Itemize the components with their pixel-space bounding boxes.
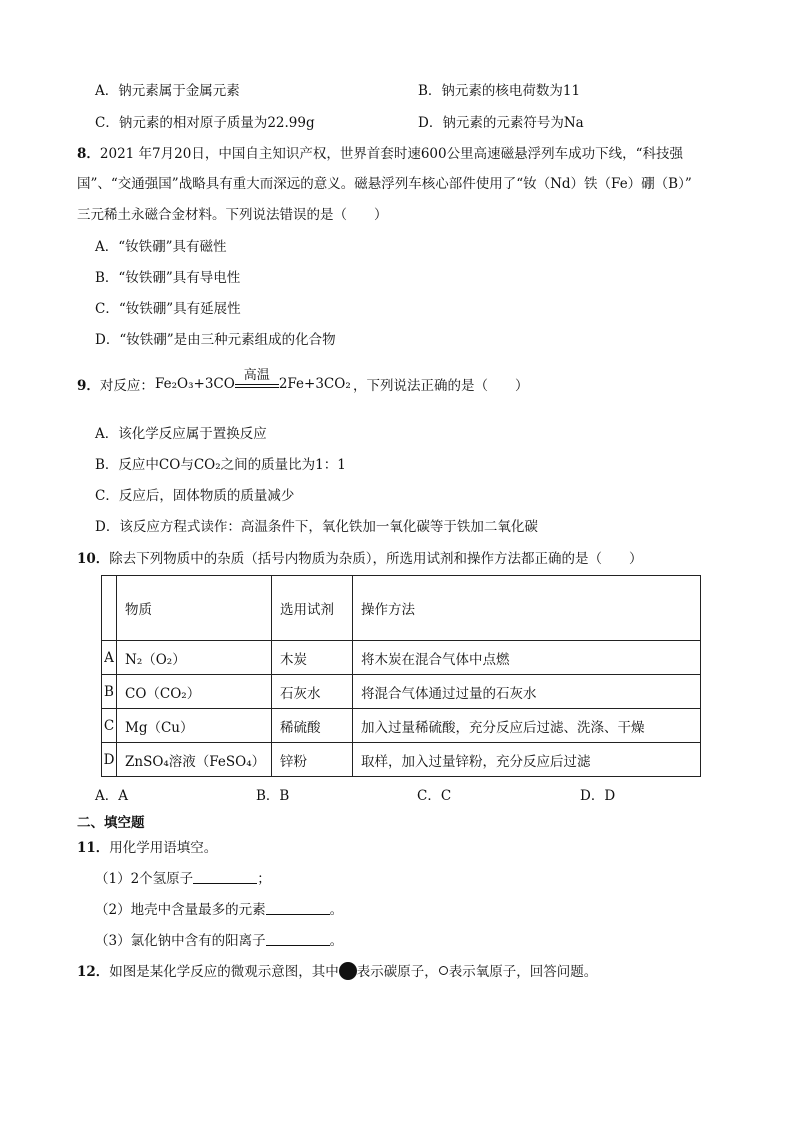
table-cell: Mg（Cu） [117, 709, 272, 743]
table-cell: CO（CO₂） [117, 675, 272, 709]
q11-item-1 [95, 869, 271, 889]
q10-line [77, 549, 643, 569]
q9-line [77, 376, 154, 396]
table-cell: 稀硫酸 [272, 709, 353, 743]
q9-reaction-arrow [235, 368, 279, 388]
carbon-atom-icon [339, 962, 357, 980]
q10-option-c: C．C [417, 788, 452, 804]
table-header-cell: 选用试剂 [272, 576, 353, 641]
table-cell: ZnSO₄溶液（FeSO₄） [117, 743, 272, 777]
q12-stem-a: 如图是某化学反应的微观示意图，其中 [109, 964, 339, 980]
table-header-cell: 物质 [117, 576, 272, 641]
q7-option-b: B．钠元素的核电荷数为11 [418, 83, 581, 99]
q8-stem-3: 三元稀土永磁合金材料。下列说法错误的是（ ） [77, 207, 388, 223]
table-cell: 加入过量稀硫酸，充分反应后过滤、洗涤、干燥 [353, 709, 701, 743]
table-header-cell: 操作方法 [353, 576, 701, 641]
q12-stem-b: 表示碳原子， [356, 964, 438, 980]
q9-equation-left: Fe₂O₃+3CO [155, 376, 235, 392]
table-cell: 将混合气体通过过量的石灰水 [353, 675, 701, 709]
q8-option-d: D．“钕铁硼”是由三种元素组成的化合物 [95, 332, 336, 348]
table-cell: 石灰水 [272, 675, 353, 709]
table-cell: B [102, 675, 117, 709]
q7-option-d: D．钠元素的元素符号为Na [418, 115, 584, 131]
q7-option-c: C．钠元素的相对原子质量为22.99g [95, 115, 315, 131]
table-header-row [102, 576, 701, 641]
answer-blank[interactable] [266, 931, 330, 946]
q10-table [101, 575, 701, 777]
table-row [102, 641, 701, 675]
q10-stem: 除去下列物质中的杂质（括号内物质为杂质），所选用试剂和操作方法都正确的是（ ） [109, 551, 643, 567]
q9-option-a: A．该化学反应属于置换反应 [95, 426, 267, 442]
answer-blank[interactable] [266, 900, 330, 915]
q11-number: 11． [77, 840, 110, 856]
q11-item-3-label: （3）氯化钠中含有的阳离子 [95, 933, 266, 949]
answer-blank[interactable] [193, 869, 257, 884]
table-cell: N₂（O₂） [117, 641, 272, 675]
table-row [102, 709, 701, 743]
table-cell: 锌粉 [272, 743, 353, 777]
q9-equation [155, 368, 351, 392]
oxygen-atom-icon [439, 966, 448, 975]
q10-option-b: B．B [256, 788, 290, 804]
q12-stem-c: 表示氧原子，回答问题。 [448, 964, 598, 980]
q10-option-a: A．A [95, 788, 128, 804]
q8-option-c: C．“钕铁硼”具有延展性 [95, 301, 241, 317]
table-cell: C [102, 709, 117, 743]
q12-line [77, 962, 597, 982]
q9-number: 9． [77, 378, 100, 394]
q9-condition: 高温 [243, 368, 270, 383]
q9-option-c: C．反应后，固体物质的质量减少 [95, 488, 295, 504]
table-cell: 将木炭在混合气体中点燃 [353, 641, 701, 675]
table-cell: A [102, 641, 117, 675]
q8-number: 8． [77, 146, 100, 162]
table-cell: 木炭 [272, 641, 353, 675]
q8-option-a: A．“钕铁硼”具有磁性 [95, 239, 227, 255]
q11-item-1-end: ； [257, 871, 271, 887]
q11-item-3 [95, 931, 343, 951]
table-row [102, 675, 701, 709]
q9-option-d: D．该反应方程式读作：高温条件下，氧化铁加一氧化碳等于铁加二氧化碳 [95, 519, 538, 535]
table-cell: D [102, 743, 117, 777]
section-title: 二、填空题 [77, 815, 145, 831]
table-header-cell [102, 576, 117, 641]
q10-number: 10． [77, 551, 110, 567]
q9-prefix: 对反应： [99, 378, 154, 394]
q9-equation-right: 2Fe+3CO₂ [278, 376, 351, 392]
table-cell: 取样，加入过量锌粉，充分反应后过滤 [353, 743, 701, 777]
q8-option-b: B．“钕铁硼”具有导电性 [95, 270, 241, 286]
q9-option-b: B．反应中CO与CO₂之间的质量比为1：1 [95, 457, 346, 473]
q11-item-3-end: 。 [329, 933, 344, 949]
q11-stem: 用化学用语填空。 [109, 840, 218, 856]
q11-line [77, 838, 217, 858]
q7-option-a: A．钠元素属于金属元素 [95, 83, 240, 99]
q11-item-1-label: （1）2个氢原子 [95, 871, 194, 887]
q9-suffix: ，下列说法正确的是（ ） [353, 378, 529, 394]
q12-number: 12． [77, 964, 110, 980]
q8-line1 [77, 144, 683, 164]
q8-stem-2: 国”、“交通强国”战略具有重大而深远的意义。磁悬浮列车核心部件使用了“钕（Nd）铁（Fe）硼（B）” [77, 176, 692, 192]
q11-item-2-label: （2）地壳中含量最多的元素 [95, 902, 266, 918]
q11-item-2 [95, 900, 343, 920]
table-row [102, 743, 701, 777]
q11-item-2-end: 。 [329, 902, 344, 918]
q10-option-d: D．D [580, 788, 616, 804]
q8-stem-1: 2021 年7月20日，中国自主知识产权，世界首套时速600公里高速磁悬浮列车成功下线，“科技强 [99, 146, 683, 162]
